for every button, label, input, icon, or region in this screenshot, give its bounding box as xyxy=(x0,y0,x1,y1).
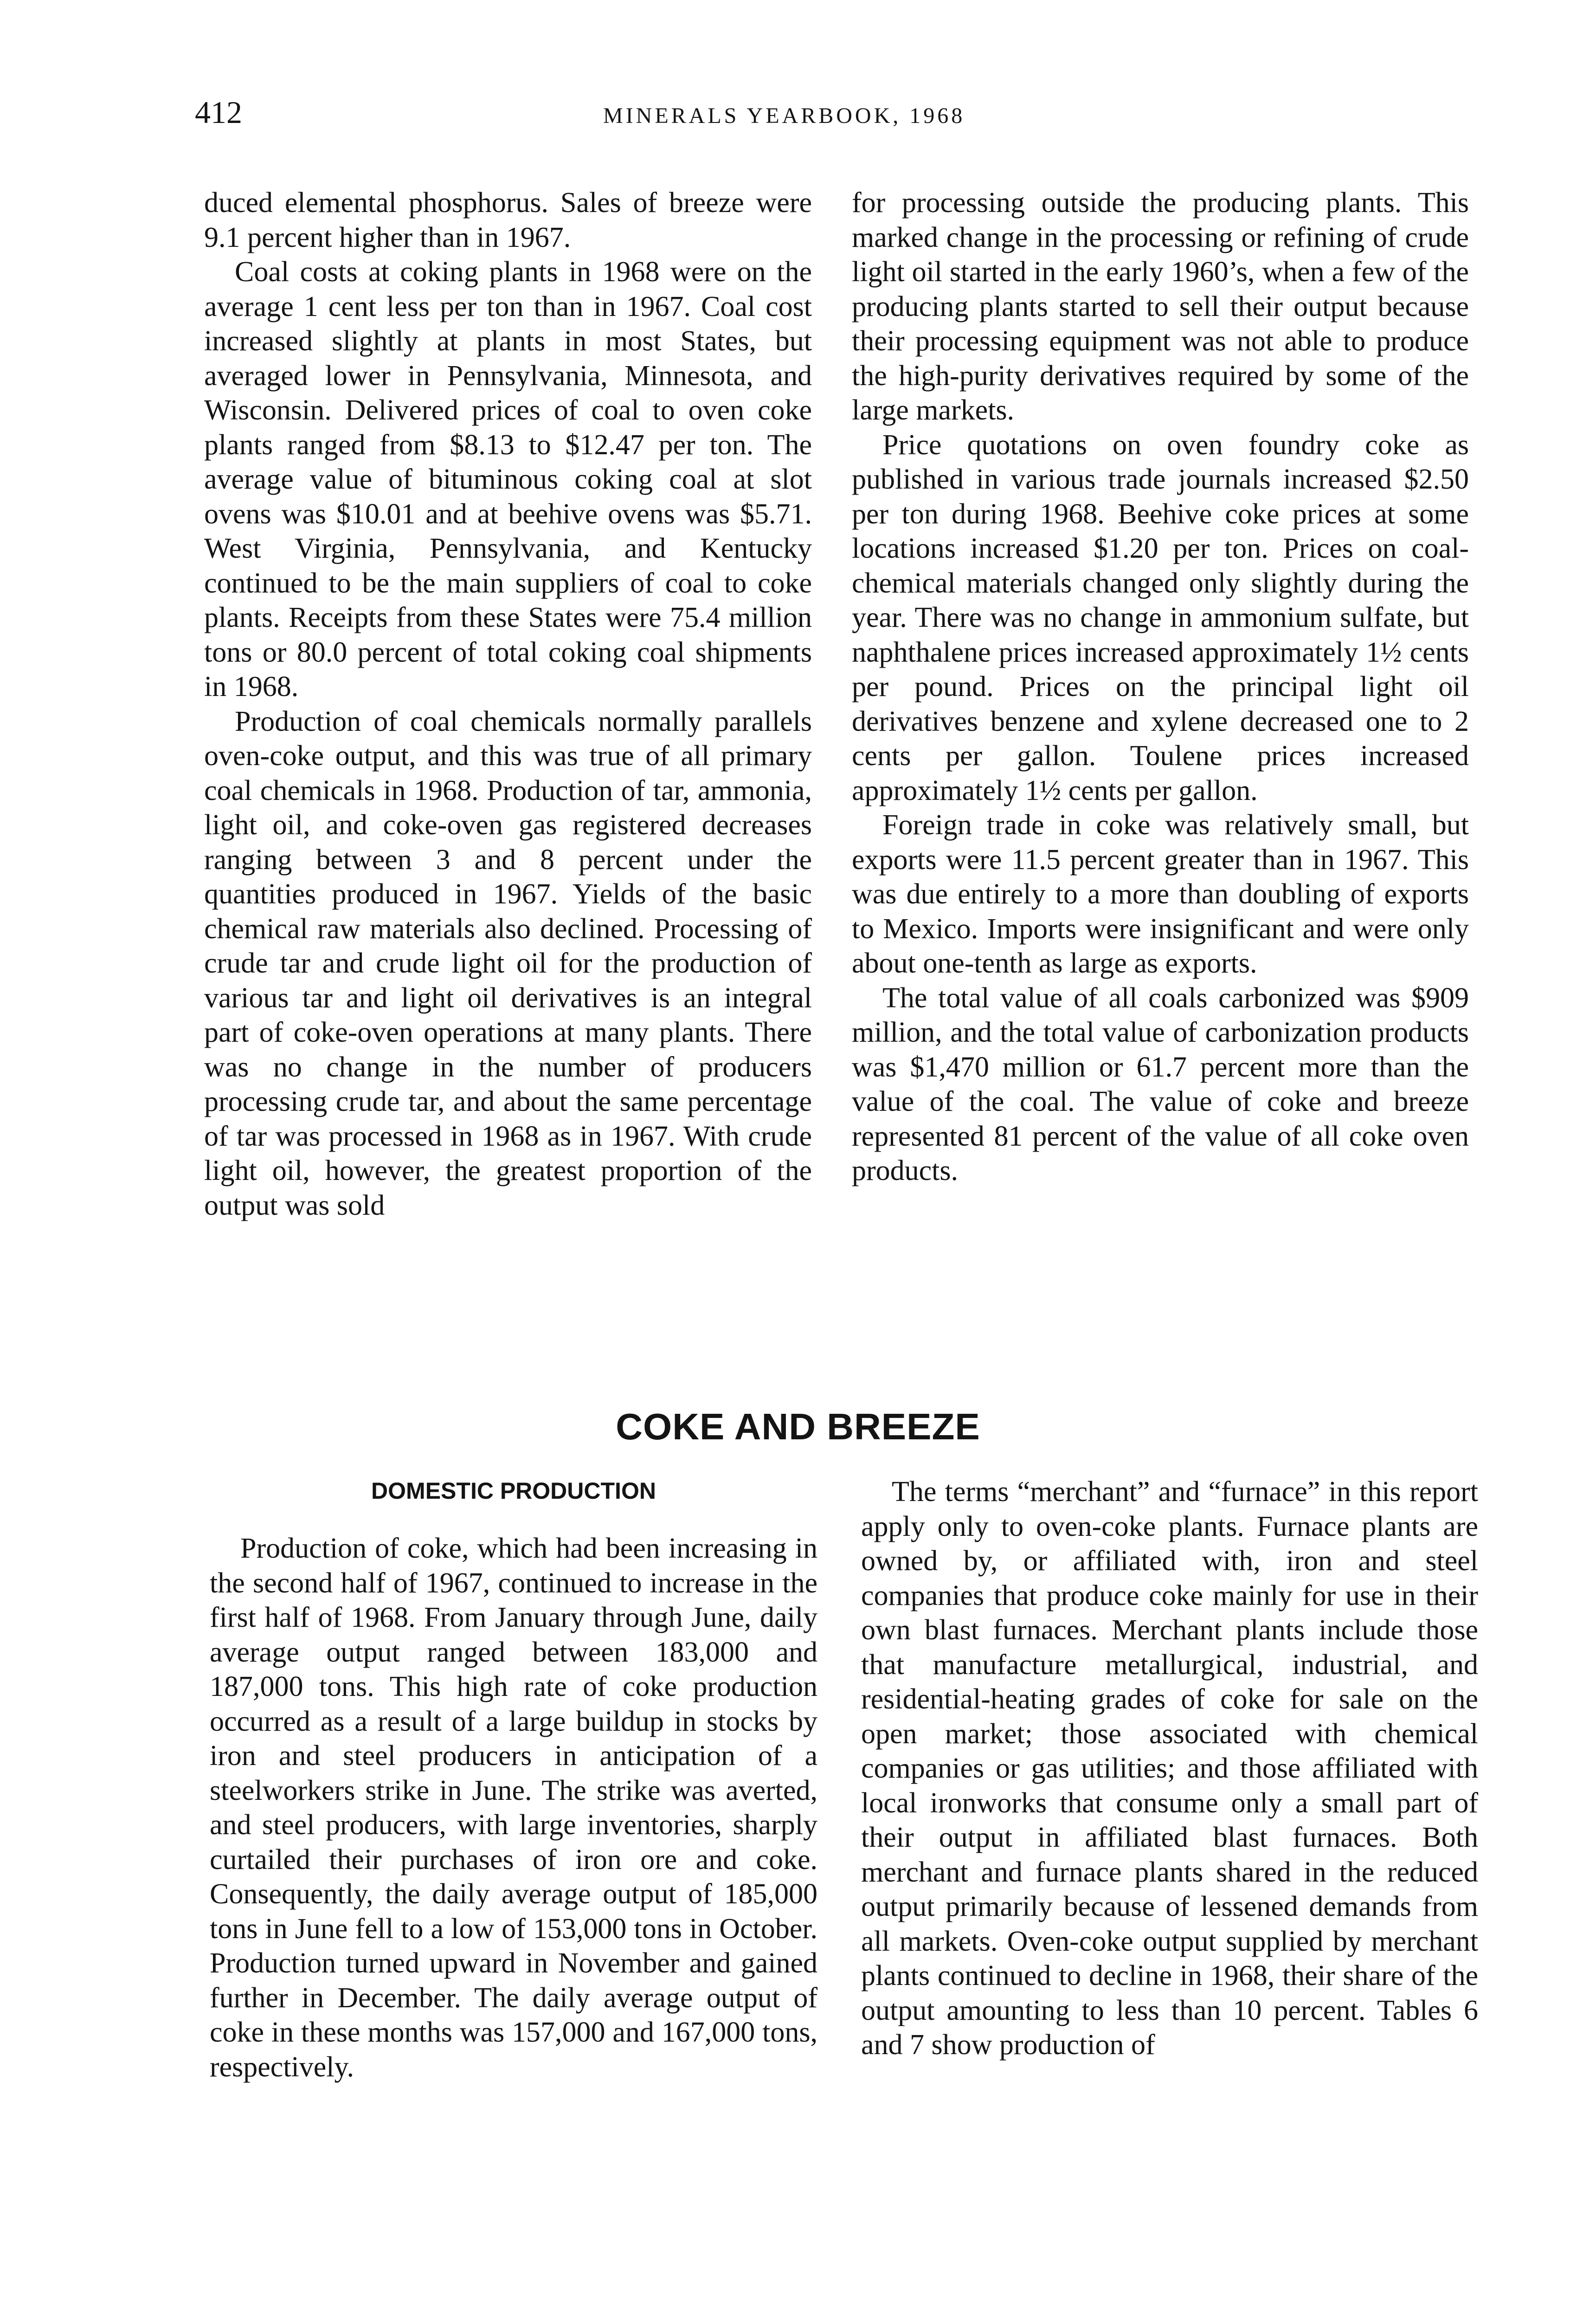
upper-left-column xyxy=(204,186,812,1223)
page-number: 412 xyxy=(195,95,242,130)
paragraph: for processing outside the producing plants. This marked change in the processing or refining of crude light oil started in the early 1960’s, when a few of the producing plants started to sell their output because their processing equipment was not able to produce the high-purity derivatives required by some of the large markets. xyxy=(852,187,1469,426)
paragraph: Coal costs at coking plants in 1968 were on the average 1 cent less per ton than in 1967. Coal cost increased slightly at plants in most States, but averaged lower in Pennsylvania, Minnesota, and Wisconsin. Delivered prices of coal to oven coke plants ranged from $8.13 to $12.47 per ton. The average value of bituminous coking coal at slot ovens was $10.01 and at beehive ovens was $5.71. West Virginia, Pennsylvania, and Kentucky continued to be the main suppliers of coal to coke plants. Receipts from these States were 75.4 million tons or 80.0 percent of total coking coal shipments in 1968. xyxy=(204,256,812,702)
running-title: MINERALS YEARBOOK, 1968 xyxy=(603,103,965,128)
paragraph: Price quotations on oven foundry coke as published in various trade journals increased $2.50 per ton during 1968. Beehive coke prices at some locations increased $1.20 per ton. Prices on coal-chemical materials changed only slightly during the year. There was no change in ammonium sulfate, but naphthalene prices increased approximately 1½ cents per pound. Prices on the principal light oil derivatives benzene and xylene decreased one to 2 cents per gallon. Toulene prices increased approximately 1½ cents per gallon. xyxy=(852,429,1469,806)
lower-left-column xyxy=(210,1531,817,2084)
paragraph: duced elemental phosphorus. Sales of breeze were 9.1 percent higher than in 1967. xyxy=(204,187,812,253)
paragraph: Production of coke, which had been increasing in the second half of 1967, continued to increase in the first half of 1968. From January through June, daily average output ranged between 183,000 and 187,000 tons. This high rate of coke production occurred as a result of a large buildup in stocks by iron and steel producers in anticipation of a steelworkers strike in June. The strike was averted, and steel producers, with large inventories, sharply curtailed their purchases of iron ore and coke. Consequently, the daily average output of 185,000 tons in June fell to a low of 153,000 tons in October. Production turned upward in November and gained further in December. The daily average output of coke in these months was 157,000 and 167,000 tons, respectively. xyxy=(210,1533,817,2083)
upper-right-column xyxy=(852,186,1469,1188)
section-subheading: DOMESTIC PRODUCTION xyxy=(371,1478,656,1504)
paragraph: The terms “merchant” and “furnace” in this report apply only to oven-coke plants. Furnace plants are owned by, or affiliated with, iron and steel companies that produce coke mainly for use in their own blast furnaces. Merchant plants include those that manufacture metallurgical, industrial, and residential-heating grades of coke for sale on the open market; those associated with chemical companies or gas utilities; and those affiliated with local ironworks that consume only a small part of their output in affiliated blast furnaces. Both merchant and furnace plants shared in the reduced output primarily because of lessened demands from all markets. Oven-coke output supplied by merchant plants continued to decline in 1968, their share of the output amounting to less than 10 percent. Tables 6 and 7 show production of xyxy=(861,1476,1478,2061)
lower-right-column xyxy=(861,1475,1478,2062)
paragraph: Production of coal chemicals normally parallels oven-coke output, and this was true of all primary coal chemicals in 1968. Production of tar, ammonia, light oil, and coke-oven gas registered decreases ranging between 3 and 8 percent under the quantities produced in 1967. Yields of the basic chemical raw materials also declined. Processing of crude tar and crude light oil for the production of various tar and light oil derivatives is an integral part of coke-oven operations at many plants. There was no change in the number of producers processing crude tar, and about the same percentage of tar was processed in 1968 as in 1967. With crude light oil, however, the greatest proportion of the output was sold xyxy=(204,705,812,1221)
paragraph: The total value of all coals carbonized was $909 million, and the total value of carbonization products was $1,470 million or 61.7 percent more than the value of the coal. The value of coke and breeze represented 81 percent of the value of all coke oven products. xyxy=(852,982,1469,1186)
paragraph: Foreign trade in coke was relatively small, but exports were 11.5 percent greater than in 1967. This was due entirely to a more than doubling of exports to Mexico. Imports were insignificant and were only about one-tenth as large as exports. xyxy=(852,809,1469,979)
section-heading: COKE AND BREEZE xyxy=(616,1406,980,1447)
